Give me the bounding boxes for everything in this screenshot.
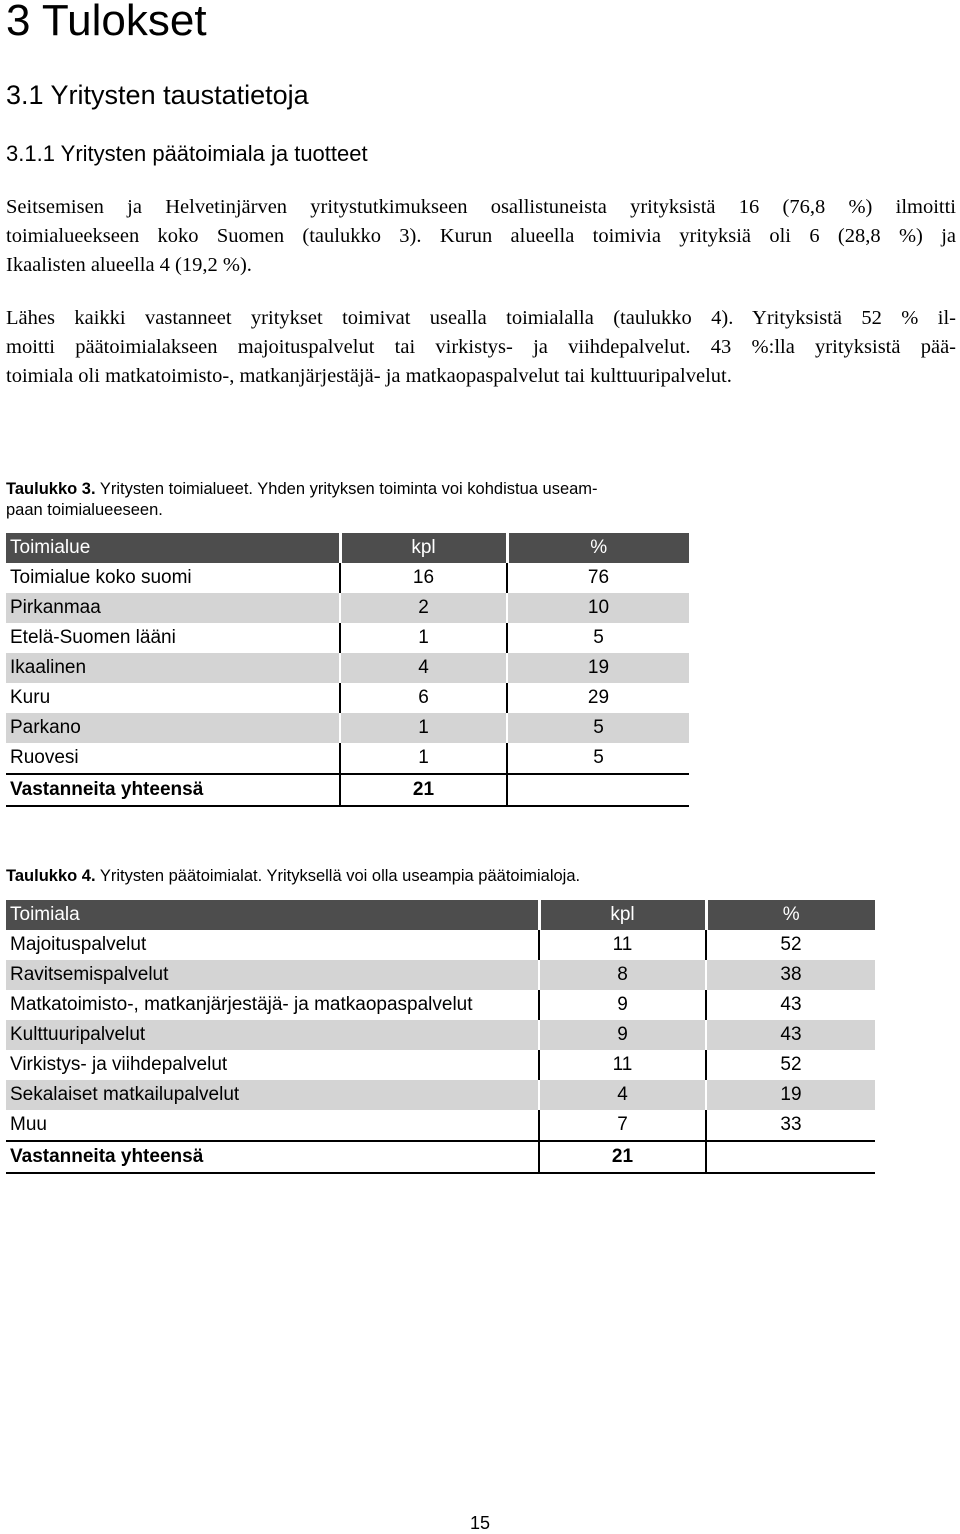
table-cell: 38	[706, 960, 875, 990]
table-cell	[706, 1141, 875, 1173]
table4-header-cell: %	[706, 900, 875, 930]
table-cell: 52	[780, 934, 802, 955]
table-row	[6, 1110, 875, 1141]
table-row	[6, 593, 689, 623]
table-cell: 43	[706, 1020, 875, 1050]
table-cell: Parkano	[6, 713, 340, 743]
table-cell: 7	[539, 1110, 706, 1141]
table-cell: 43	[780, 994, 802, 1015]
table-cell: 9	[539, 990, 706, 1020]
table-cell: Ravitsemispalvelut	[6, 960, 539, 990]
table-cell: 1	[340, 743, 507, 774]
table-cell: 19	[706, 1080, 875, 1110]
table-cell: Kulttuuripalvelut	[6, 1020, 539, 1050]
table-row	[6, 960, 875, 990]
table-cell: 52	[780, 1054, 802, 1075]
table4-header-row	[6, 900, 875, 930]
table3	[6, 533, 689, 807]
table3-header-row	[6, 533, 689, 563]
table-row	[6, 713, 689, 743]
table-cell: 6	[340, 683, 507, 713]
table-cell: 8	[539, 960, 706, 990]
table-row	[6, 623, 689, 653]
table-cell: Ikaalinen	[6, 653, 340, 683]
table-cell: 10	[507, 593, 689, 623]
table-cell: 1	[340, 623, 507, 653]
table4-header-cell: Toimiala	[6, 900, 539, 930]
table-cell: 4	[340, 653, 507, 683]
table-cell: 1	[340, 713, 507, 743]
table-cell: 5	[593, 627, 604, 648]
table-row	[6, 743, 689, 774]
table-row	[6, 1050, 875, 1080]
table-cell: Kuru	[6, 683, 340, 713]
table-row	[6, 563, 689, 593]
table4	[6, 900, 875, 1174]
table-cell: 5	[507, 713, 689, 743]
table3-header-cell: %	[507, 533, 689, 563]
table-row	[6, 653, 689, 683]
table-cell: 29	[587, 687, 610, 708]
table-cell: 2	[340, 593, 507, 623]
table-row	[6, 1080, 875, 1110]
table-cell: 16	[340, 563, 507, 593]
table4-caption-text: Yritysten päätoimialat. Yrityksellä voi olla useampia päätoimialoja.	[95, 867, 581, 885]
table4-total-row	[6, 1141, 875, 1173]
table-cell: Matkatoimisto-, matkanjärjestäjä- ja matkaopaspalvelut	[6, 990, 539, 1020]
table4-caption-label: Taulukko 4.	[6, 867, 96, 885]
table3-caption-text: Yritysten toimialueet. Yhden yrityksen toiminta voi kohdistua useam-	[95, 480, 598, 498]
subsection-heading: 3.1.1 Yritysten päätoimiala ja tuotteet	[6, 141, 368, 166]
table-cell: Sekalaiset matkailupalvelut	[6, 1080, 539, 1110]
table-cell: Toimialue koko suomi	[6, 563, 340, 593]
paragraph-line: toimialueekseen koko Suomen (taulukko 3). Kurun alueella toimivia yrityksiä oli 6 (28,8 %) ja	[6, 225, 956, 247]
table-cell: 21	[539, 1141, 706, 1173]
table-cell: Majoituspalvelut	[6, 930, 539, 960]
table-cell: Ruovesi	[6, 743, 340, 774]
table-cell: 76	[587, 567, 610, 588]
table-cell: Muu	[6, 1110, 539, 1141]
section-heading: 3.1 Yritysten taustatietoja	[6, 80, 309, 110]
table3-caption-label: Taulukko 3.	[6, 480, 96, 498]
table4-caption	[6, 866, 580, 887]
table-cell: 4	[539, 1080, 706, 1110]
table4-header-cell: kpl	[539, 900, 706, 930]
table-cell: 9	[539, 1020, 706, 1050]
table-cell: 33	[780, 1114, 802, 1135]
table-cell: 11	[539, 930, 706, 960]
table3-header-cell: Toimialue	[6, 533, 340, 563]
paragraph-line: moitti päätoimialakseen majoituspalvelut tai virkistys- ja viihdepalvelut. 43 %:lla yrityksistä pää-	[6, 336, 956, 358]
table-cell: Virkistys- ja viihdepalvelut	[6, 1050, 539, 1080]
table-row	[6, 990, 875, 1020]
chapter-heading: 3 Tulokset	[6, 0, 207, 45]
page-number: 15	[470, 1513, 491, 1533]
table-cell: Vastanneita yhteensä	[6, 1141, 539, 1173]
table-row	[6, 930, 875, 960]
table3-caption-text-cont: paan toimialueeseen.	[6, 501, 163, 519]
table-cell: Vastanneita yhteensä	[6, 774, 340, 806]
table-row	[6, 1020, 875, 1050]
paragraph-line: Lähes kaikki vastanneet yritykset toimivat usealla toimialalla (taulukko 4). Yrityksistä 52 % il-	[6, 307, 956, 329]
table3-header-cell: kpl	[340, 533, 507, 563]
paragraph-toimialat	[6, 304, 956, 391]
paragraph-line: Seitsemisen ja Helvetinjärven yritystutkimukseen osallistuneista yrityksistä 16 (76,8 %) ilmoitti	[6, 196, 956, 218]
table3-total-row	[6, 774, 689, 806]
paragraph-line: toimiala oli matkatoimisto-, matkanjärjestäjä- ja matkaopaspalvelut tai kulttuuripalvelut.	[6, 365, 732, 387]
paragraph-toimialueet	[6, 193, 956, 280]
paragraph-line: Ikaalisten alueella 4 (19,2 %).	[6, 254, 252, 276]
table3-caption	[6, 479, 598, 521]
table-cell	[507, 774, 689, 806]
table-cell: Etelä-Suomen lääni	[6, 623, 340, 653]
table-cell: 11	[539, 1050, 706, 1080]
table-cell: Pirkanmaa	[6, 593, 340, 623]
table-cell: 21	[340, 774, 507, 806]
table-cell: 19	[507, 653, 689, 683]
table-row	[6, 683, 689, 713]
table-cell: 5	[593, 747, 604, 768]
